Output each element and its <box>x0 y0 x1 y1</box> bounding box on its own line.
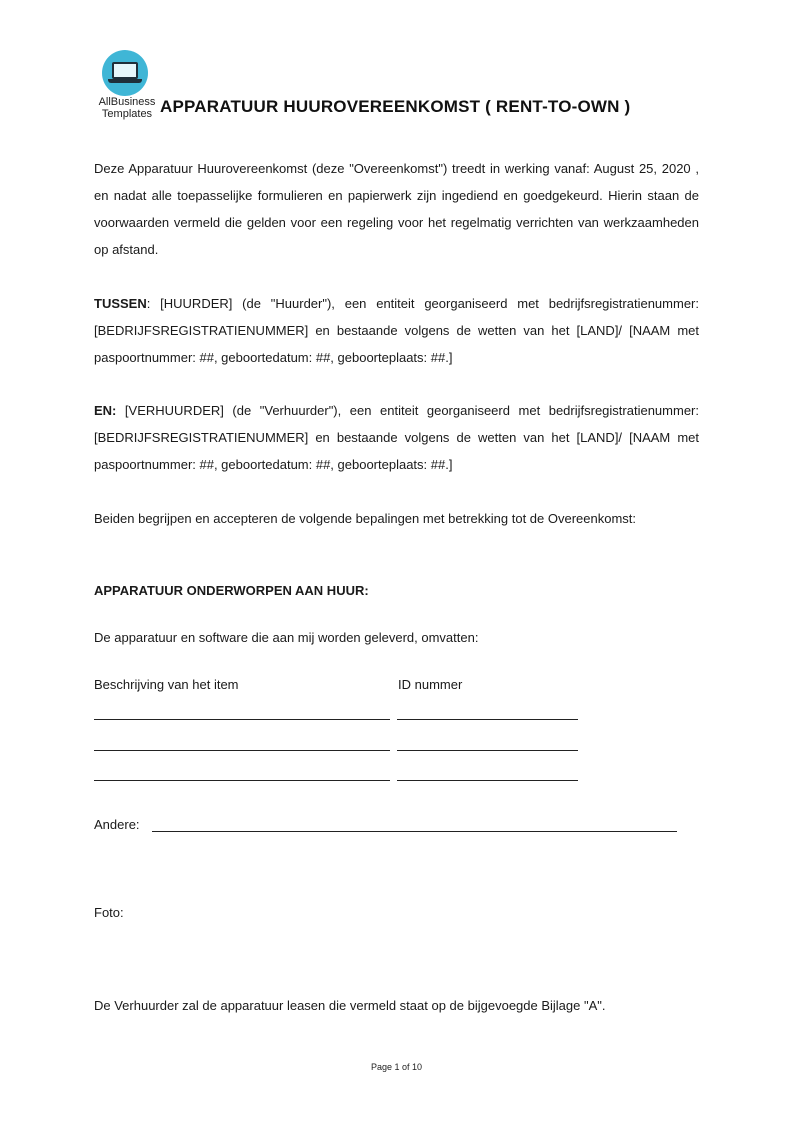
blank-id-line[interactable] <box>397 750 578 751</box>
blank-description-line[interactable] <box>94 719 390 720</box>
section-intro: De apparatuur en software die aan mij worden geleverd, omvatten: <box>94 630 479 645</box>
page-number: Page 1 of 10 <box>370 1062 423 1072</box>
company-logo <box>94 50 160 122</box>
document-title: APPARATUUR HUUROVEREENKOMST ( RENT-TO-OWN ) <box>160 97 631 116</box>
photo-label: Foto: <box>94 905 124 920</box>
logo-name-line1: AllBusiness <box>98 96 156 108</box>
party-tussen-text: : [HUURDER] (de "Huurder"), een entiteit georganiseerd met bedrijfsregistratienummer: [BEDRIJFSREGISTRATIENUMMER] en bestaande volgens de wetten van het [LAND]/ [NAAM met paspoortnummer: ##, geboortedatum: ##, geboorteplaats: ##.] <box>94 296 699 365</box>
section-heading: APPARATUUR ONDERWORPEN AAN HUUR: <box>94 583 369 598</box>
laptop-icon <box>112 62 138 79</box>
party-tussen <box>94 290 699 371</box>
other-label: Andere: <box>94 817 140 832</box>
column-header-description: Beschrijving van het item <box>94 677 239 692</box>
blank-description-line[interactable] <box>94 780 390 781</box>
blank-id-line[interactable] <box>397 780 578 781</box>
agreement-sentence: Beiden begrijpen en accepteren de volgende bepalingen met betrekking tot de Overeenkomst: <box>94 511 637 526</box>
party-tussen-label: TUSSEN <box>94 296 147 311</box>
blank-id-line[interactable] <box>397 719 578 720</box>
other-blank-line[interactable] <box>152 831 677 832</box>
logo-name-line2: Templates <box>101 108 153 120</box>
intro-paragraph: Deze Apparatuur Huurovereenkomst (deze "Overeenkomst") treedt in werking vanaf: August 25, 2020 , en nadat alle toepasselijke formulieren en papierwerk zijn ingediend en goedgekeurd. Hierin staan de voorwaarden vermeld die gelden voor een regeling voor het regelmatig verrichten van werkzaamheden op afstand. <box>94 161 699 257</box>
party-en-label: EN: <box>94 403 117 418</box>
column-header-id: ID nummer <box>398 677 463 692</box>
party-en <box>94 397 699 478</box>
closing-sentence: De Verhuurder zal de apparatuur leasen die vermeld staat op de bijgevoegde Bijlage "A". <box>94 998 606 1013</box>
logo-text <box>94 96 160 120</box>
logo-badge <box>102 50 148 96</box>
blank-description-line[interactable] <box>94 750 390 751</box>
party-en-text: [VERHUURDER] (de "Verhuurder"), een entiteit georganiseerd met bedrijfsregistratienummer: [BEDRIJFSREGISTRATIENUMMER] en bestaande volgens de wetten van het [LAND]/ [NAAM met paspoortnummer: ##, geboortedatum: ##, geboorteplaats: ##.] <box>94 403 699 472</box>
